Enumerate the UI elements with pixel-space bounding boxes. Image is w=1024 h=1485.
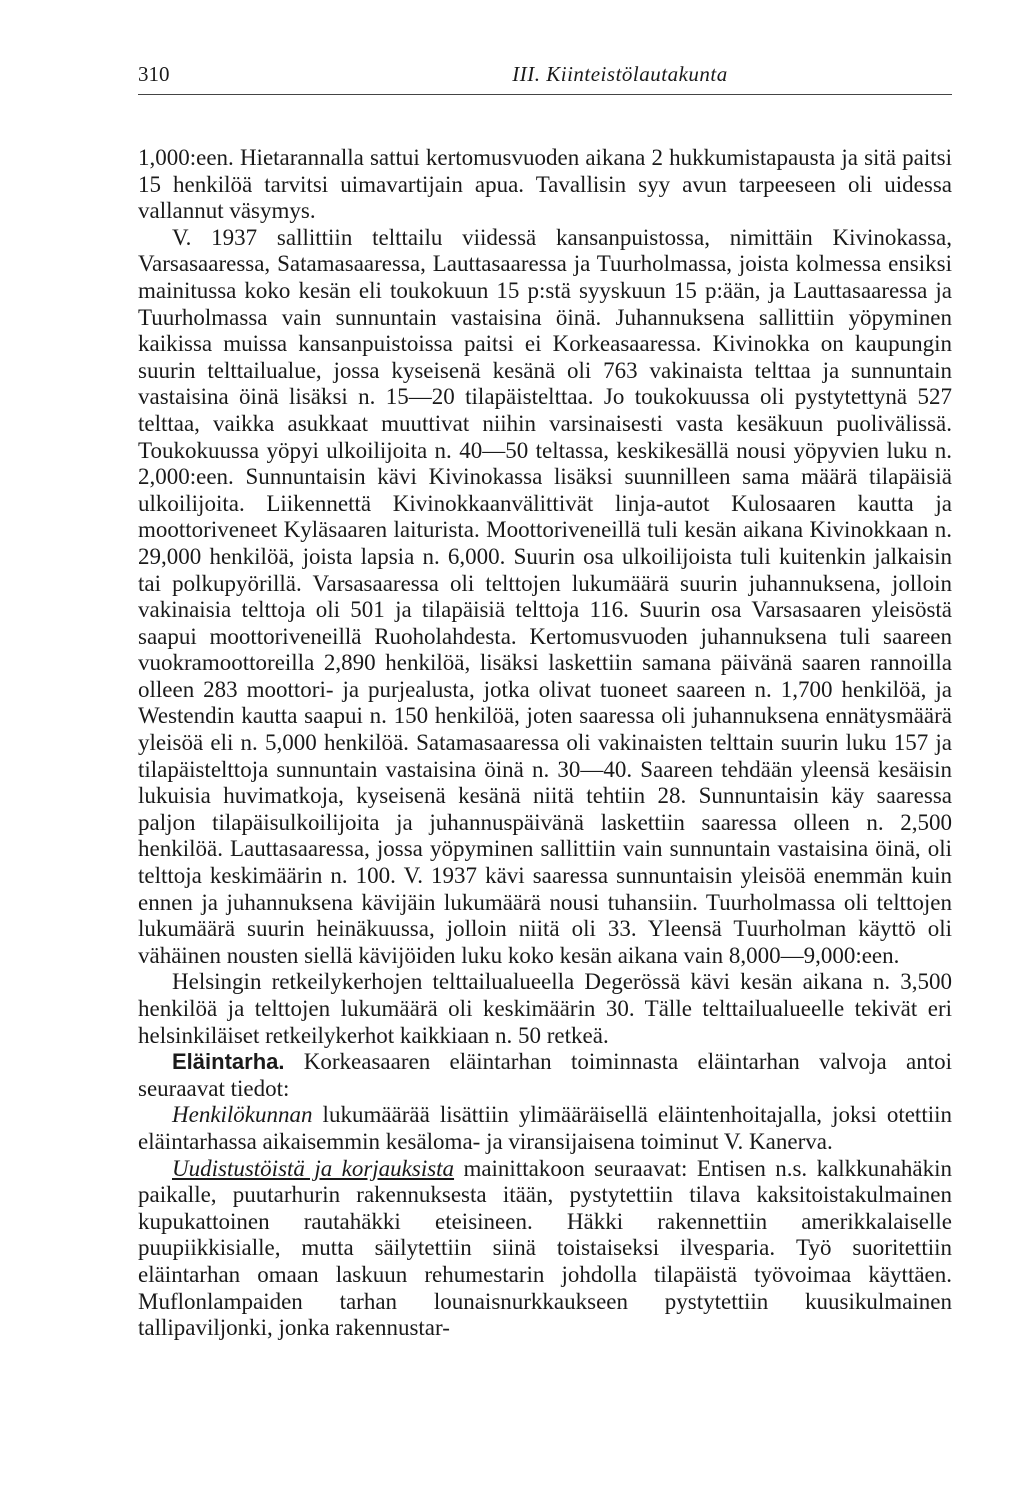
paragraph-text: 1,000:een. Hietarannalla sattui kertomusvuoden aikana 2 hukkumistapausta ja sitä paitsi 15 henkilöä tarvitsi uimavartijain apua. Tavallisin syy avun tarpeeseen oli uidessa vallannut väsymys. — [138, 145, 952, 224]
body-text — [138, 145, 952, 1342]
paragraph-text: Korkeasaaren eläintarhan toiminnasta eläintarhan valvoja antoi seuraavat tiedot: — [138, 1049, 952, 1101]
paragraph — [138, 145, 952, 225]
paragraph-text: mainittakoon seuraavat: Entisen n.s. kalkkunahäkin paikalle, puutarhurin rakennuksesta itään, pystytettiin tilava kaksitoistakulmainen kupukattoinen rautahäkki eteisineen. Häkki rakennettiin amerikkalaiselle puupiikkisialle, mutta säilytettiin siinä toistaiseksi ilvespariа. Työ suoritettiin eläintarhan omaan laskuun rehumestarin johdolla tilapäistä työvoimaa käyttäen. Muflonlampaiden tarhan lounaisnurkkaukseen pystytettiin kuusikulmainen tallipaviljonki, jonka rakennustar- — [138, 1155, 952, 1341]
section-heading: Eläintarha. — [172, 1049, 285, 1075]
paragraph — [138, 1049, 952, 1102]
paragraph — [138, 1156, 952, 1342]
paragraph — [138, 969, 952, 1049]
running-header — [138, 58, 952, 95]
run-in-heading: Uudistustöistä ja korjauksista — [172, 1155, 455, 1181]
paragraph-text: lukumäärää lisättiin ylimääräisellä eläintenhoitajalla, joksi otettiin eläintarhassa aikaisemmin kesäloma- ja viransijaisena toiminut V. Kanerva. — [138, 1102, 952, 1154]
paragraph — [138, 1102, 952, 1155]
section-title: III. Kiinteistölautakunta — [512, 62, 728, 86]
paragraph-text: V. 1937 sallittiin telttailu viidessä kansanpuistossa, nimittäin Kivinokassa, Varsasaaressa, Satamasaaressa, Lauttasaaressa ja Tuurholmassa, joista kolmessa ensiksi mainitussa koko kesän eli toukokuun 15 p:stä syyskuun 15 p:ään, ja Lauttasaaressa ja Tuurholmassa vain sunnuntain vastaisina öinä. Juhannuksena sallittiin yöpyminen kaikissa muissa kansanpuistoissa paitsi ei Korkeasaaressa. Kivinokka on kaupungin suurin telttailualue, jossa kyseisenä kesänä oli 763 vakinaista telttaa ja sunnuntain vastaisina öinä lisäksi n. 15—20 tilapäistelttaa. Jo toukokuussa oli pystytettynä 527 telttaa, vaikka asukkaat muuttivat niihin varsinaisesti vasta kesäkuun puolivälissä. Toukokuussa yöpyi ulkoilijoita n. 40—50 teltassa, keskikesällä nousi yöpyvien luku n. 2,000:een. Sunnuntaisin kävi Kivinokassa lisäksi suunnilleen sama määrä tilapäisiä ulkoilijoita. Liikennettä Kivinokkaanvälittivät linja-autot Kulosaaren kautta ja moottoriveneet Kyläsaaren laiturista. Moottoriveneillä tuli kesän aikana Kivinokkaan n. 29,000 henkilöä, joista lapsia n. 6,000. Suurin osa ulkoilijoista tuli kuitenkin jalkaisin tai polkupyörillä. Varsasaaressa oli telttojen lukumäärä suurin juhannuksena, jolloin vakinaisia telttoja oli 501 ja tilapäisiä telttoja 116. Suurin osa Varsasaaren yleisöstä saapui moottoriveneillä Ruoholahdesta. Kertomusvuoden juhannuksena tuli saareen vuokramoottoreilla 2,890 henkilöä, lisäksi laskettiin samana päivänä saaren rannoilla olleen 283 moottori- ja purjealusta, jotka olivat tuoneet saareen n. 1,700 henkilöä, ja Westendin kautta saapui n. 150 henkilöä, joten saaressa oli juhannuksena ennätysmäärä yleisöä eli n. 5,000 henkilöä. Satamasaaressa oli vakinaisten telttain suurin luku 157 ja tilapäistelttoja sunnuntain vastaisina öinä n. 30—40. Saareen tehdään yleensä kesäisin lukuisia huvimatkoja, kyseisenä kesänä niitä tehtiin 28. Sunnuntaisin käy saaressa paljon tilapäisulkoilijoita ja juhannuspäivänä laskettiin saaressa olleen n. 2,500 henkilöä. Lauttasaaressa, jossa yöpyminen sallittiin vain sunnuntain vastaisina öinä, oli telttoja keskimäärin n. 100. V. 1937 kävi saaressa sunnuntaisin yleisöä enemmän kuin ennen ja juhannuksena kävijäin lukumäärä nousi tuhansiin. Tuurholmassa oli telttojen lukumäärä suurin heinäkuussa, jolloin niitä oli 33. Yleensä Tuurholman käyttö oli vähäinen nousten siellä kävijöiden luku koko kesän aikana vain 8,000—9,000:een. — [138, 224, 952, 968]
paragraph-text: Helsingin retkeilykerhojen telttailualueella Degerössä kävi kesän aikana n. 3,500 henkilöä ja telttojen lukumäärä oli keskimäärin 30. Tälle telttailualueelle tekivät eri helsinkiläiset retkeilykerhot kaikkiaan n. 50 retkeä. — [138, 969, 952, 1048]
document-page — [138, 58, 952, 1342]
page-number: 310 — [138, 62, 170, 86]
paragraph — [138, 225, 952, 970]
run-in-heading: Henkilökunnan — [172, 1102, 313, 1128]
